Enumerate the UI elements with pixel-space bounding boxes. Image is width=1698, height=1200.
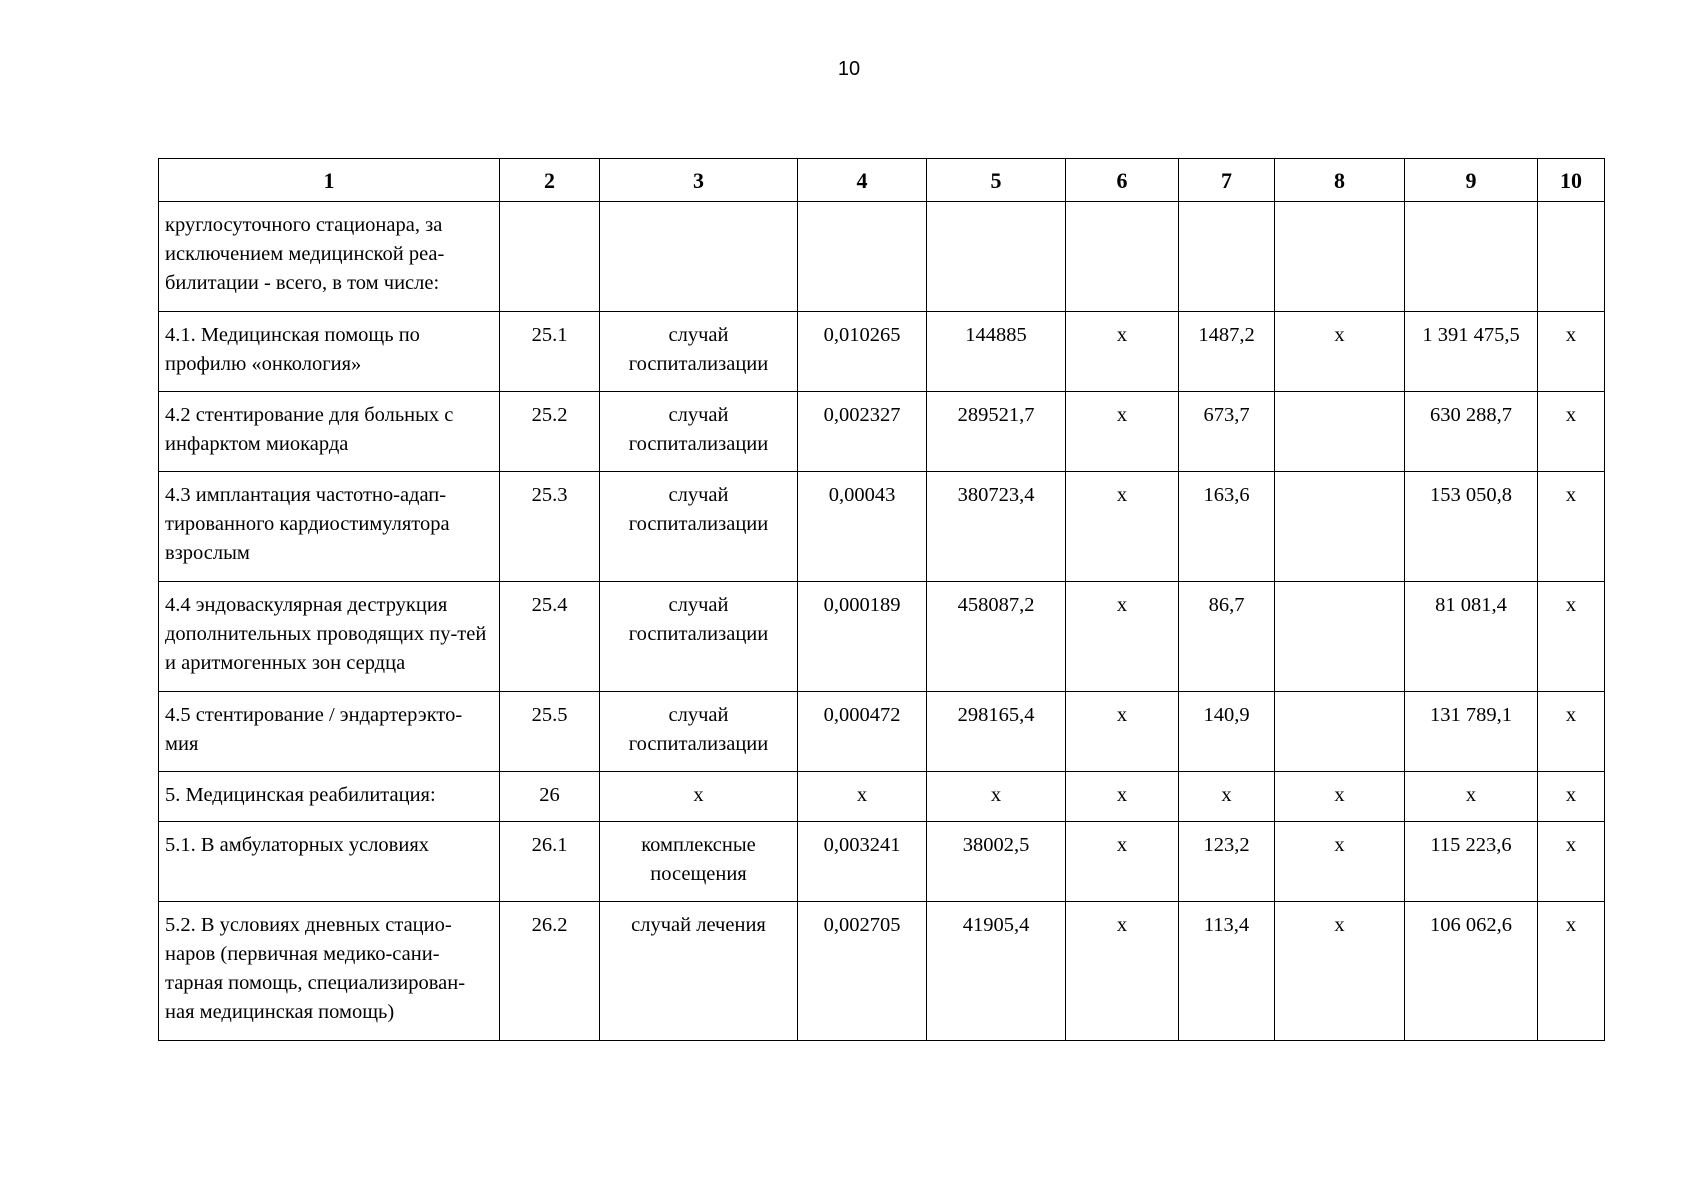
table-cell-col-7: 113,4: [1179, 902, 1275, 1041]
table-row: [159, 472, 1605, 582]
table-cell-col-6: х: [1066, 772, 1179, 822]
table-cell-col-3: случай госпитализации: [600, 582, 798, 692]
row-label: 4.1. Медицинская помощь по профилю «онкология»: [159, 312, 500, 392]
column-header-8: 8: [1275, 159, 1405, 202]
table-cell-col-8: [1275, 692, 1405, 772]
row-label: 5.2. В условиях дневных стацио-наров (первичная медико-сани-тарная помощь, специализирован-ная медицинская помощь): [159, 902, 500, 1041]
table-cell-col-7: 163,6: [1179, 472, 1275, 582]
column-header-2: 2: [500, 159, 600, 202]
table-cell-col-10: х: [1538, 312, 1605, 392]
row-label: 5.1. В амбулаторных условиях: [159, 822, 500, 902]
table-cell-col-8: х: [1275, 902, 1405, 1041]
table-cell-col-5: 298165,4: [927, 692, 1066, 772]
table-cell-col-2: [500, 202, 600, 312]
page-number: 10: [837, 58, 861, 80]
data-table: [158, 158, 1605, 1041]
table-cell-col-3: х: [600, 772, 798, 822]
table-cell-col-10: х: [1538, 472, 1605, 582]
table-cell-col-6: х: [1066, 472, 1179, 582]
table-cell-col-10: х: [1538, 902, 1605, 1041]
row-label: 4.4 эндоваскулярная деструкция дополнительных проводящих пу-тей и аритмогенных зон сердца: [159, 582, 500, 692]
row-label: 4.5 стентирование / эндартерэкто-мия: [159, 692, 500, 772]
table-cell-col-8: [1275, 392, 1405, 472]
table-row: [159, 772, 1605, 822]
table-cell-col-2: 26.1: [500, 822, 600, 902]
table-cell-col-5: 458087,2: [927, 582, 1066, 692]
table-cell-col-6: х: [1066, 822, 1179, 902]
table-cell-col-6: х: [1066, 312, 1179, 392]
table-cell-col-6: [1066, 202, 1179, 312]
row-label: 5. Медицинская реабилитация:: [159, 772, 500, 822]
column-header-1: 1: [159, 159, 500, 202]
table-cell-col-9: 81 081,4: [1405, 582, 1538, 692]
table-cell-col-10: х: [1538, 582, 1605, 692]
table-cell-col-3: случай госпитализации: [600, 692, 798, 772]
column-header-6: 6: [1066, 159, 1179, 202]
table-cell-col-2: 26.2: [500, 902, 600, 1041]
table-cell-col-8: х: [1275, 822, 1405, 902]
table-cell-col-9: 1 391 475,5: [1405, 312, 1538, 392]
table-cell-col-2: 25.2: [500, 392, 600, 472]
table-cell-col-9: 115 223,6: [1405, 822, 1538, 902]
table-row: [159, 582, 1605, 692]
table-cell-col-2: 26: [500, 772, 600, 822]
table-cell-col-7: х: [1179, 772, 1275, 822]
table-cell-col-7: 1487,2: [1179, 312, 1275, 392]
table-row: [159, 692, 1605, 772]
table-cell-col-5: 144885: [927, 312, 1066, 392]
table-cell-col-2: 25.3: [500, 472, 600, 582]
table-row: [159, 902, 1605, 1041]
table-cell-col-3: комплексные посещения: [600, 822, 798, 902]
table-cell-col-8: х: [1275, 772, 1405, 822]
row-label: 4.2 стентирование для больных с инфарктом миокарда: [159, 392, 500, 472]
table-row: [159, 822, 1605, 902]
table-cell-col-5: х: [927, 772, 1066, 822]
table-cell-col-6: х: [1066, 392, 1179, 472]
table-cell-col-7: 123,2: [1179, 822, 1275, 902]
table-cell-col-9: х: [1405, 772, 1538, 822]
table-cell-col-4: 0,000189: [798, 582, 927, 692]
table-cell-col-4: х: [798, 772, 927, 822]
table-cell-col-2: 25.4: [500, 582, 600, 692]
table-cell-col-9: 153 050,8: [1405, 472, 1538, 582]
table-cell-col-5: 38002,5: [927, 822, 1066, 902]
table-cell-col-7: 673,7: [1179, 392, 1275, 472]
table-cell-col-5: 289521,7: [927, 392, 1066, 472]
table-cell-col-10: х: [1538, 392, 1605, 472]
table-cell-col-8: [1275, 202, 1405, 312]
table-cell-col-7: [1179, 202, 1275, 312]
table-cell-col-9: [1405, 202, 1538, 312]
row-label: 4.3 имплантация частотно-адап-тированного кардиостимулятора взрослым: [159, 472, 500, 582]
table-cell-col-5: 380723,4: [927, 472, 1066, 582]
table-cell-col-6: х: [1066, 692, 1179, 772]
table-row: [159, 312, 1605, 392]
table-cell-col-6: х: [1066, 582, 1179, 692]
table-cell-col-5: 41905,4: [927, 902, 1066, 1041]
table-cell-col-8: [1275, 472, 1405, 582]
table-cell-col-7: 140,9: [1179, 692, 1275, 772]
column-header-7: 7: [1179, 159, 1275, 202]
table-cell-col-9: 106 062,6: [1405, 902, 1538, 1041]
table-cell-col-4: 0,002705: [798, 902, 927, 1041]
table-cell-col-3: случай госпитализации: [600, 392, 798, 472]
table-cell-col-4: 0,002327: [798, 392, 927, 472]
table-cell-col-10: х: [1538, 822, 1605, 902]
table-cell-col-8: х: [1275, 312, 1405, 392]
column-header-4: 4: [798, 159, 927, 202]
table-cell-col-3: случай госпитализации: [600, 472, 798, 582]
table-cell-col-2: 25.1: [500, 312, 600, 392]
table-cell-col-9: 630 288,7: [1405, 392, 1538, 472]
table-header-row: [159, 159, 1605, 202]
table-cell-col-9: 131 789,1: [1405, 692, 1538, 772]
table-cell-col-3: случай лечения: [600, 902, 798, 1041]
table-row: [159, 202, 1605, 312]
table-cell-col-10: х: [1538, 692, 1605, 772]
table-cell-col-4: 0,003241: [798, 822, 927, 902]
column-header-5: 5: [927, 159, 1066, 202]
table-cell-col-4: 0,000472: [798, 692, 927, 772]
column-header-9: 9: [1405, 159, 1538, 202]
table-cell-col-4: [798, 202, 927, 312]
table-row: [159, 392, 1605, 472]
column-header-3: 3: [600, 159, 798, 202]
table-cell-col-4: 0,010265: [798, 312, 927, 392]
table-cell-col-6: х: [1066, 902, 1179, 1041]
table-cell-col-10: [1538, 202, 1605, 312]
column-header-10: 10: [1538, 159, 1605, 202]
table-body: [159, 202, 1605, 1041]
table-cell-col-8: [1275, 582, 1405, 692]
table-cell-col-7: 86,7: [1179, 582, 1275, 692]
table-cell-col-3: [600, 202, 798, 312]
table-cell-col-5: [927, 202, 1066, 312]
row-label: круглосуточного стационара, за исключением медицинской реа-билитации - всего, в том числе:: [159, 202, 500, 312]
table-cell-col-2: 25.5: [500, 692, 600, 772]
table-cell-col-4: 0,00043: [798, 472, 927, 582]
table-cell-col-3: случай госпитализации: [600, 312, 798, 392]
table-cell-col-10: х: [1538, 772, 1605, 822]
